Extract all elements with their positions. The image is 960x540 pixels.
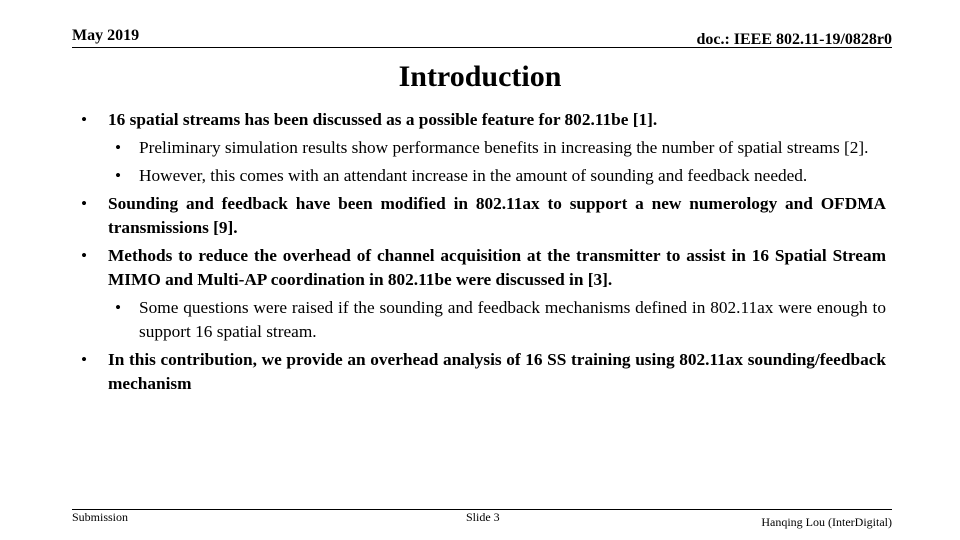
- slide-body: [78, 108, 886, 396]
- sub-bullet-item: • Some questions were raised if the sounding and feedback mechanisms defined in 802.11ax were enough to support 16 spatial stream.: [78, 296, 886, 344]
- bullet-item: • 16 spatial streams has been discussed as a possible feature for 802.11be [1].: [78, 108, 886, 132]
- sub-bullet-item: • However, this comes with an attendant increase in the amount of sounding and feedback needed.: [78, 164, 886, 188]
- header-doc-number: doc.: IEEE 802.11-19/0828r0: [696, 31, 892, 48]
- slide-title: Introduction: [398, 60, 562, 93]
- bullet-item: • Methods to reduce the overhead of channel acquisition at the transmitter to assist in 16 Spatial Stream MIMO and Multi-AP coordination in 802.11be were discussed in [3].: [78, 244, 886, 292]
- footer-submission: Submission: [72, 510, 129, 524]
- footer-slide-number: Slide 3: [466, 510, 500, 524]
- sub-bullet-item: • Preliminary simulation results show performance benefits in increasing the number of spatial streams [2].: [78, 136, 886, 160]
- bullet-item: • Sounding and feedback have been modified in 802.11ax to support a new numerology and OFDMA transmissions [9].: [78, 192, 886, 240]
- header-date: May 2019: [72, 27, 140, 44]
- bullet-item: • In this contribution, we provide an overhead analysis of 16 SS training using 802.11ax sounding/feedback mechanism: [78, 348, 886, 396]
- footer-author: Hanqing Lou (InterDigital): [761, 515, 892, 529]
- header-divider: [72, 47, 892, 48]
